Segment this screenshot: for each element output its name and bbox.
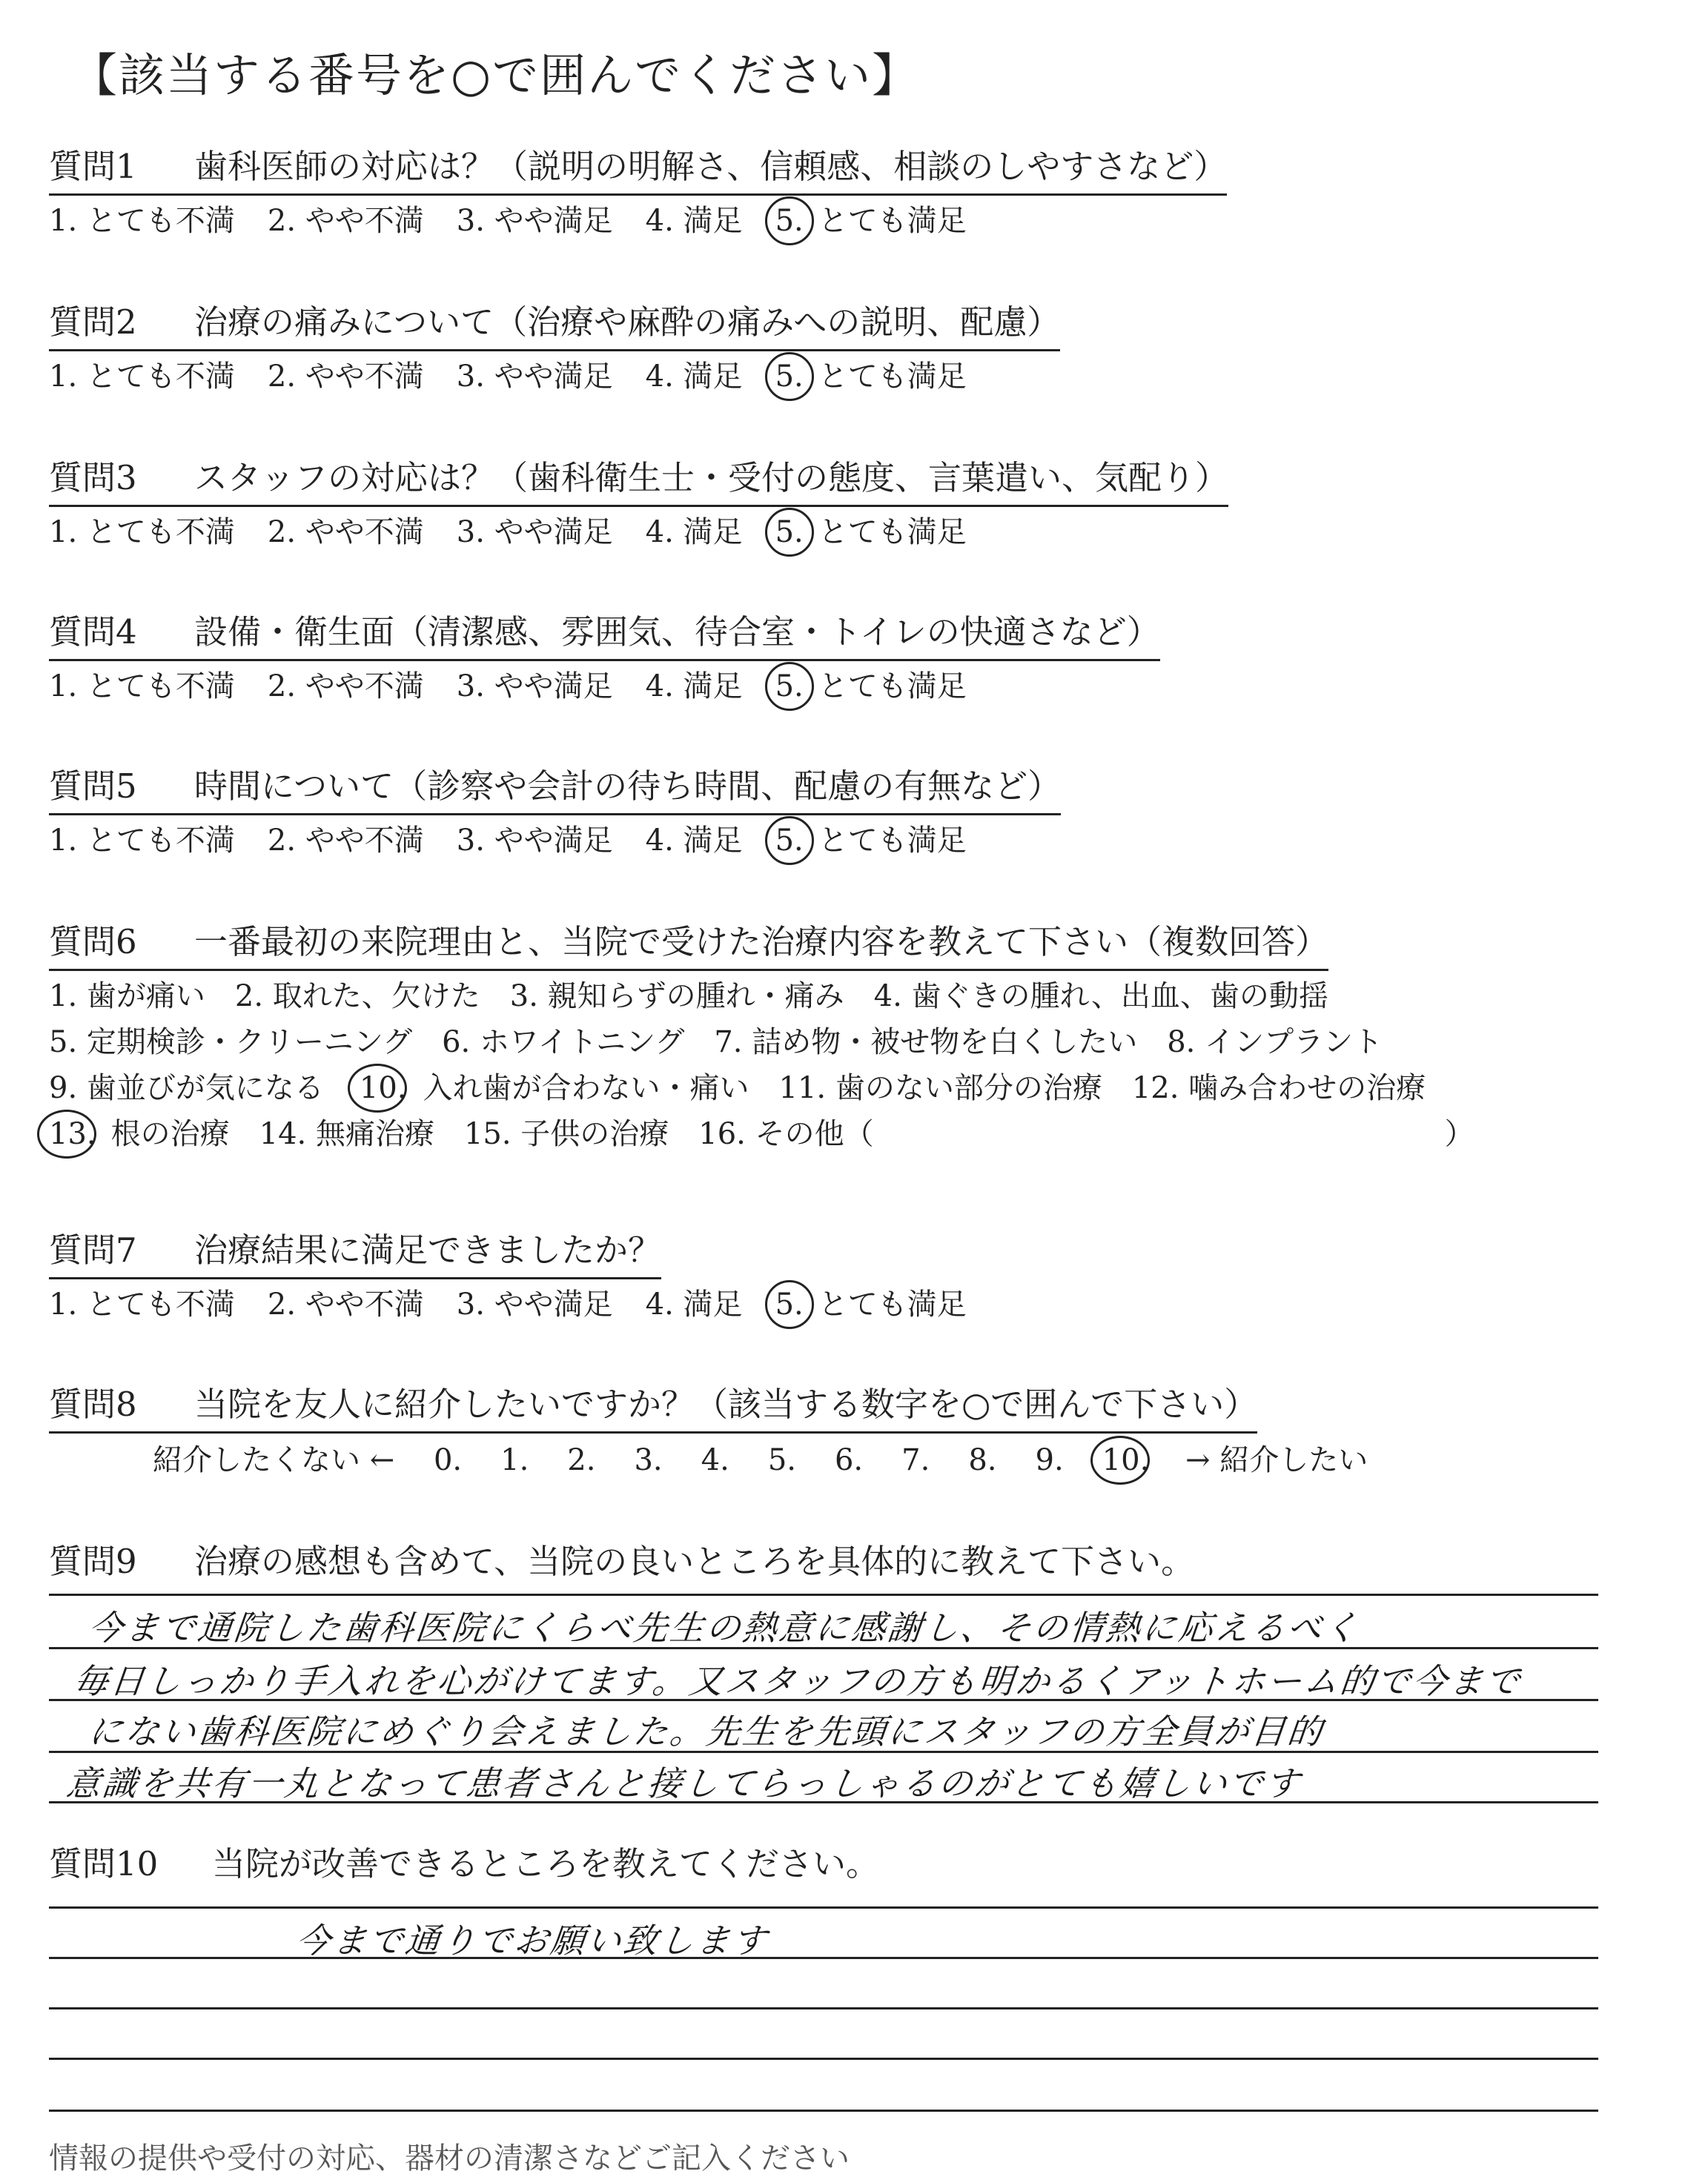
footnote-cut-off: 情報の提供や受付の対応、器材の清潔さなどご記入ください <box>49 2141 850 2176</box>
question-7-text: 治療結果に満足できましたか？ <box>194 1230 662 1270</box>
scale-10-selected[interactable]: 10. <box>1102 1443 1150 1477</box>
option-2[interactable]: 2. やや不満 <box>267 359 424 394</box>
option-1[interactable]: 1. とても不満 <box>49 515 235 549</box>
scale-5[interactable]: 5. <box>767 1443 796 1477</box>
page-header: 【該当する番号を○で囲んでください】 <box>71 48 920 102</box>
question-1-text: 歯科医師の対応は？（説明の明解さ、信頼感、相談のしやすさなど） <box>194 147 1228 186</box>
question-1-options <box>49 197 999 239</box>
answer-line <box>49 1906 1598 1909</box>
question-4-number: 質問4 <box>49 612 137 652</box>
question-6-row-2[interactable]: 5. 定期検診・クリーニング 6. ホワイトニング 7. 詰め物・被せ物を白くしたい 8. インプラント <box>49 1025 1383 1059</box>
option-4[interactable]: 4. 満足 <box>645 359 743 394</box>
option-4[interactable]: 4. 満足 <box>645 1288 743 1322</box>
option-1[interactable]: 1. とても不満 <box>49 359 235 394</box>
answer-line <box>49 2007 1598 2009</box>
selection-circle <box>765 196 814 245</box>
option-5-label: とても満足 <box>818 669 967 703</box>
option-13-selected[interactable]: 13. <box>49 1117 96 1151</box>
handwritten-improvement-answer: 今まで通りでお願い致します <box>294 1921 771 1961</box>
question-1-title <box>49 139 1227 196</box>
option-3[interactable]: 3. やや満足 <box>456 1288 613 1322</box>
handwritten-answer-line-3: にない歯科医院にめぐり会えました。先生を先頭にスタッフの方全員が目的 <box>86 1712 1326 1752</box>
option-9[interactable]: 9. 歯並びが気になる <box>49 1071 324 1105</box>
question-6-title <box>49 915 1328 971</box>
selection-circle <box>1090 1436 1150 1485</box>
scale-0[interactable]: 0. <box>433 1443 463 1477</box>
option-1[interactable]: 1. とても不満 <box>49 824 235 858</box>
selection-circle <box>348 1064 407 1113</box>
scale-1[interactable]: 1. <box>500 1443 529 1477</box>
other-close-paren: ） <box>1444 1117 1474 1151</box>
option-4[interactable]: 4. 満足 <box>645 824 743 858</box>
handwritten-answer-line-4: 意識を共有一丸となって患者さんと接してらっしゃるのがとても嬉しいです <box>64 1763 1304 1803</box>
question-5-options <box>49 817 999 859</box>
question-8-title <box>49 1377 1257 1434</box>
option-5-selected[interactable]: 5. <box>775 824 804 858</box>
option-10-11-12[interactable]: 入れ歯が合わない・痛い 11. 歯のない部分の治療 12. 噛み合わせの治療 <box>423 1071 1426 1105</box>
option-5-selected[interactable]: 5. <box>775 515 804 549</box>
option-5-label: とても満足 <box>818 515 967 549</box>
scale-2[interactable]: 2. <box>567 1443 596 1477</box>
question-4-options <box>49 663 999 705</box>
option-2[interactable]: 2. やや不満 <box>267 204 424 238</box>
selection-circle <box>765 1280 814 1329</box>
question-7-options <box>49 1281 999 1323</box>
question-3-title <box>49 451 1228 507</box>
question-9-number: 質問9 <box>49 1542 137 1581</box>
question-8-scale <box>153 1437 1368 1479</box>
option-5-selected[interactable]: 5. <box>775 669 804 703</box>
question-2-number: 質問2 <box>49 302 137 342</box>
option-2[interactable]: 2. やや不満 <box>267 1288 424 1322</box>
option-10-selected[interactable]: 10. <box>360 1071 407 1105</box>
question-3-text: スタッフの対応は？（歯科衛生士・受付の態度、言葉遣い、気配り） <box>194 458 1229 497</box>
selection-circle <box>765 662 814 711</box>
option-4[interactable]: 4. 満足 <box>645 669 743 703</box>
option-3[interactable]: 3. やや満足 <box>456 515 613 549</box>
answer-line <box>49 1957 1598 1959</box>
question-6-row-1[interactable]: 1. 歯が痛い 2. 取れた、欠けた 3. 親知らずの腫れ・痛み 4. 歯ぐきの腫れ、出血、歯の動揺 <box>49 979 1328 1013</box>
answer-line <box>49 1594 1598 1596</box>
scale-8[interactable]: 8. <box>968 1443 997 1477</box>
question-4-text: 設備・衛生面（清潔感、雰囲気、待合室・トイレの快適さなど） <box>194 612 1160 652</box>
option-3[interactable]: 3. やや満足 <box>456 359 613 394</box>
option-13-16[interactable]: 根の治療 14. 無痛治療 15. 子供の治療 16. その他（ <box>110 1117 874 1151</box>
handwritten-answer-line-2: 毎日しっかり手入れを心がけてます。又スタッフの方も明かるくアットホーム的で今まで <box>71 1661 1524 1701</box>
scale-6[interactable]: 6. <box>834 1443 864 1477</box>
scale-9[interactable]: 9. <box>1035 1443 1064 1477</box>
option-2[interactable]: 2. やや不満 <box>267 824 424 858</box>
selection-circle <box>765 816 814 865</box>
scale-4[interactable]: 4. <box>701 1443 729 1477</box>
question-2-options <box>49 353 999 395</box>
selection-circle <box>765 508 814 557</box>
question-9-title <box>49 1534 1194 1588</box>
option-3[interactable]: 3. やや満足 <box>456 669 613 703</box>
option-5-selected[interactable]: 5. <box>775 1288 804 1322</box>
question-2-text: 治療の痛みについて（治療や麻酔の痛みへの説明、配慮） <box>194 302 1061 342</box>
option-4[interactable]: 4. 満足 <box>645 515 743 549</box>
question-9-text: 治療の感想も含めて、当院の良いところを具体的に教えて下さい。 <box>194 1542 1195 1581</box>
question-8-text: 当院を友人に紹介したいですか？（該当する数字を○で囲んで下さい） <box>194 1385 1258 1424</box>
question-2-title <box>49 295 1060 351</box>
question-3-number: 質問3 <box>49 458 137 497</box>
selection-circle <box>37 1110 96 1159</box>
question-10-text: 当院が改善できるところを教えてください。 <box>212 1844 880 1883</box>
question-5-text: 時間について（診察や会計の待ち時間、配慮の有無など） <box>194 766 1062 806</box>
option-1[interactable]: 1. とても不満 <box>49 204 235 238</box>
question-6-row-3[interactable] <box>49 1064 1426 1107</box>
answer-line <box>49 2058 1598 2060</box>
question-6-number: 質問6 <box>49 922 137 961</box>
selection-circle <box>765 352 814 401</box>
question-10-number: 質問10 <box>49 1844 159 1883</box>
option-1[interactable]: 1. とても不満 <box>49 1288 235 1322</box>
option-2[interactable]: 2. やや不満 <box>267 669 424 703</box>
option-5-label: とても満足 <box>818 359 967 394</box>
scale-left-label: 紹介したくない ← <box>153 1443 395 1477</box>
question-3-options <box>49 508 999 551</box>
question-5-number: 質問5 <box>49 766 137 806</box>
option-5-label: とても満足 <box>818 1288 967 1322</box>
option-3[interactable]: 3. やや満足 <box>456 204 613 238</box>
scale-7[interactable]: 7. <box>901 1443 930 1477</box>
question-4-title <box>49 605 1160 661</box>
question-5-title <box>49 759 1061 815</box>
option-5-selected[interactable]: 5. <box>775 359 804 394</box>
option-5-label: とても満足 <box>818 824 967 858</box>
answer-line <box>49 2110 1598 2112</box>
question-1-number: 質問1 <box>49 147 137 186</box>
option-5-label: とても満足 <box>818 204 967 238</box>
question-6-row-4[interactable] <box>49 1110 1474 1153</box>
scale-3[interactable]: 3. <box>634 1443 663 1477</box>
question-7-title <box>49 1223 661 1279</box>
option-5-selected[interactable]: 5. <box>775 204 804 238</box>
scale-right-label: → 紹介したい <box>1185 1443 1368 1477</box>
question-7-number: 質問7 <box>49 1230 137 1270</box>
question-8-number: 質問8 <box>49 1385 137 1424</box>
option-4[interactable]: 4. 満足 <box>645 204 743 238</box>
option-3[interactable]: 3. やや満足 <box>456 824 613 858</box>
question-6-text: 一番最初の来院理由と、当院で受けた治療内容を教えて下さい（複数回答） <box>194 922 1329 961</box>
option-2[interactable]: 2. やや不満 <box>267 515 424 549</box>
option-1[interactable]: 1. とても不満 <box>49 669 235 703</box>
handwritten-answer-line-1: 今まで通院した歯科医院にくらべ先生の熱意に感謝し、その情熱に応えるべく <box>86 1608 1363 1648</box>
question-10-title <box>49 1837 879 1891</box>
